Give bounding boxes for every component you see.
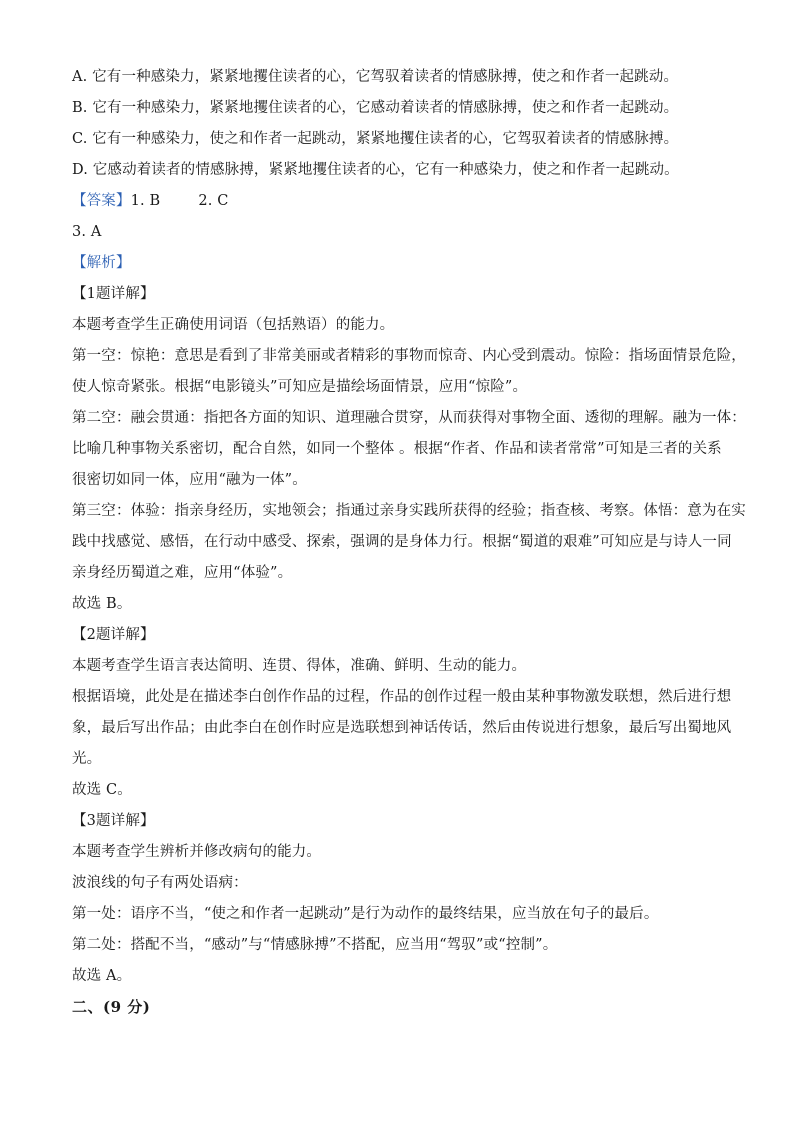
option-b: B. 它有一种感染力，紧紧地攫住读者的心，它感动着读者的情感脉搏，使之和作者一起跳动。 [72, 100, 679, 116]
q3-line: 本题考查学生辨析并修改病句的能力。 [72, 844, 322, 860]
q1-line: 亲身经历蜀道之难，应用“体验”。 [72, 565, 293, 581]
q1-line: 比喻几种事物关系密切，配合自然，如同一个整体 。根据“作者、作品和读者常常”可知是三者的关系 [72, 441, 722, 457]
q1-line: 本题考查学生正确使用词语（包括熟语）的能力。 [72, 317, 395, 333]
q2-heading: 【2题详解】 [72, 627, 155, 643]
q1-line: 践中找感觉、感悟，在行动中感受、探索，强调的是身体力行。根据“蜀道的艰难”可知应是与诗人一同 [72, 534, 732, 550]
q1-line: 第二空：融会贯通：指把各方面的知识、道理融合贯穿，从而获得对事物全面、透彻的理解。融为一体： [72, 410, 746, 426]
q3-line: 第一处：语序不当，“使之和作者一起跳动”是行为动作的最终结果，应当放在句子的最后。 [72, 906, 659, 922]
q3-line: 波浪线的句子有两处语病： [72, 875, 248, 891]
answer-third: 3. A [72, 224, 102, 240]
q1-line: 第一空：惊艳：意思是看到了非常美丽或者精彩的事物而惊奇、内心受到震动。惊险：指场面情景危险， [72, 348, 746, 364]
q3-heading: 【3题详解】 [72, 813, 155, 829]
option-d: D. 它感动着读者的情感脉搏，紧紧地攫住读者的心，它有一种感染力，使之和作者一起跳动。 [72, 162, 679, 178]
q1-conclusion: 故选 B。 [72, 596, 132, 612]
section-two-title: 二、(9 分) [72, 998, 151, 1016]
q2-line: 本题考查学生语言表达简明、连贯、得体，准确、鲜明、生动的能力。 [72, 658, 527, 674]
q3-conclusion: 故选 A。 [72, 968, 132, 984]
document-page [72, 62, 746, 1023]
q2-line: 根据语境，此处是在描述李白创作作品的过程，作品的创作过程一般由某种事物激发联想，然后进行想 [72, 689, 732, 705]
q1-line: 很密切如同一体，应用“融为一体”。 [72, 472, 307, 488]
answer-line [72, 186, 722, 217]
q2-line: 象，最后写出作品；由此李白在创作时应是选联想到神话传话，然后由传说进行想象，最后写出蜀地风 [72, 720, 732, 736]
option-c: C. 它有一种感染力，使之和作者一起跳动，紧紧地攫住读者的心，它驾驭着读者的情感脉搏。 [72, 131, 679, 147]
q1-line: 第三空：体验：指亲身经历，实地领会；指通过亲身实践所获得的经验；指查核、考察。体悟：意为在实 [72, 503, 746, 519]
q2-line: 光。 [72, 751, 102, 767]
q1-line: 使人惊奇紧张。根据“电影镜头”可知应是描绘场面情景，应用“惊险”。 [72, 379, 528, 395]
answer-tag: 【答案】 [72, 193, 131, 209]
q1-heading: 【1题详解】 [72, 286, 155, 302]
answer-values: 1. B 2. C [130, 193, 229, 209]
analysis-tag: 【解析】 [72, 255, 131, 271]
q3-line: 第二处：搭配不当，“感动”与“情感脉搏”不搭配，应当用“驾驭”或“控制”。 [72, 937, 558, 953]
q2-conclusion: 故选 C。 [72, 782, 132, 798]
option-a: A. 它有一种感染力，紧紧地攫住读者的心，它驾驭着读者的情感脉搏，使之和作者一起跳动。 [72, 69, 679, 85]
